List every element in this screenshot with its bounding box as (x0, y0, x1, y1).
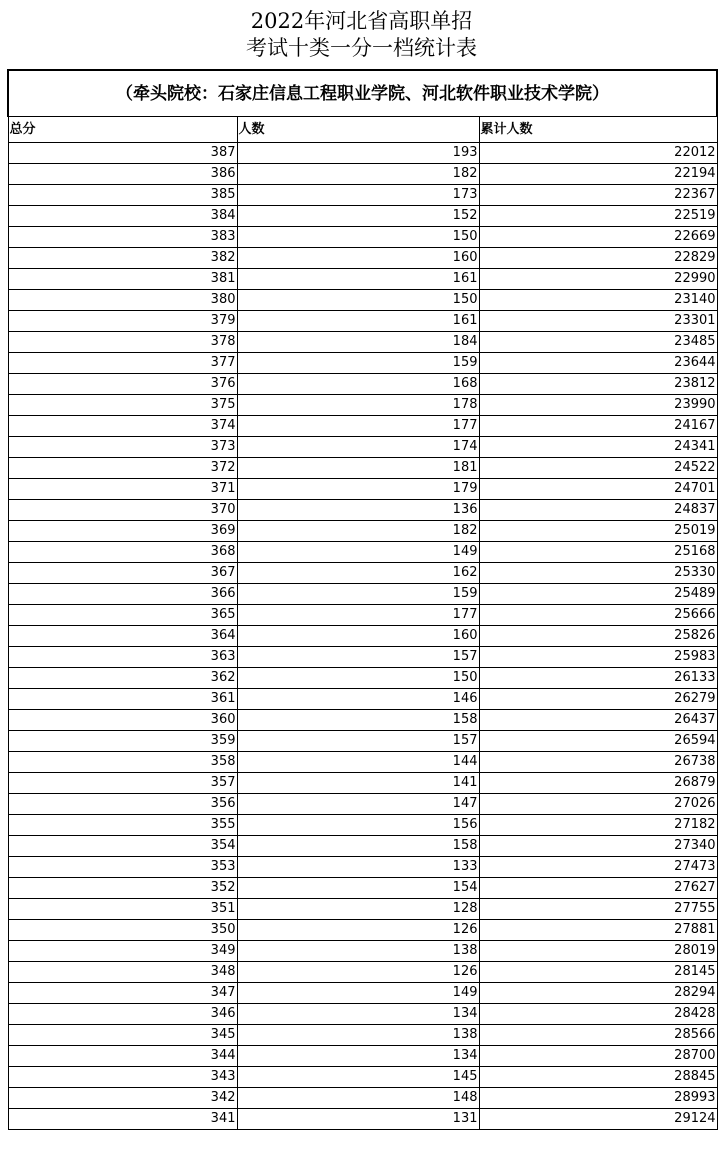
table-row (8, 857, 717, 878)
cell-cumulative: 26594 (479, 731, 717, 752)
cell-total-score: 376 (8, 374, 237, 395)
cell-cumulative: 26437 (479, 710, 717, 731)
cell-count: 145 (237, 1067, 479, 1088)
cell-total-score: 385 (8, 185, 237, 206)
cell-count: 177 (237, 416, 479, 437)
cell-cumulative: 25330 (479, 563, 717, 584)
cell-total-score: 344 (8, 1046, 237, 1067)
cell-cumulative: 22519 (479, 206, 717, 227)
cell-cumulative: 29124 (479, 1109, 717, 1130)
cell-count: 159 (237, 584, 479, 605)
cell-count: 184 (237, 332, 479, 353)
cell-count: 174 (237, 437, 479, 458)
table-row (8, 311, 717, 332)
table-row (8, 458, 717, 479)
table-row (8, 962, 717, 983)
cell-cumulative: 26879 (479, 773, 717, 794)
table-row (8, 647, 717, 668)
table-row (8, 185, 717, 206)
table-row (8, 206, 717, 227)
table-row (8, 332, 717, 353)
cell-cumulative: 22194 (479, 164, 717, 185)
table-row (8, 1046, 717, 1067)
table-row (8, 836, 717, 857)
cell-total-score: 345 (8, 1025, 237, 1046)
cell-total-score: 367 (8, 563, 237, 584)
table-row (8, 689, 717, 710)
cell-cumulative: 25168 (479, 542, 717, 563)
cell-total-score: 374 (8, 416, 237, 437)
cell-total-score: 356 (8, 794, 237, 815)
cell-count: 134 (237, 1004, 479, 1025)
table-row (8, 290, 717, 311)
table-row (8, 227, 717, 248)
cell-total-score: 377 (8, 353, 237, 374)
cell-count: 160 (237, 248, 479, 269)
table-row (8, 668, 717, 689)
cell-count: 152 (237, 206, 479, 227)
cell-cumulative: 28294 (479, 983, 717, 1004)
cell-total-score: 347 (8, 983, 237, 1004)
cell-count: 179 (237, 479, 479, 500)
cell-cumulative: 24341 (479, 437, 717, 458)
cell-count: 138 (237, 1025, 479, 1046)
cell-count: 162 (237, 563, 479, 584)
table-row (8, 437, 717, 458)
cell-total-score: 349 (8, 941, 237, 962)
cell-cumulative: 22829 (479, 248, 717, 269)
table-row (8, 626, 717, 647)
cell-cumulative: 26279 (479, 689, 717, 710)
cell-cumulative: 24167 (479, 416, 717, 437)
table-row (8, 920, 717, 941)
subtitle: （牵头院校：石家庄信息工程职业学院、河北软件职业技术学院） (8, 70, 717, 117)
table-row (8, 563, 717, 584)
cell-count: 149 (237, 983, 479, 1004)
cell-cumulative: 23812 (479, 374, 717, 395)
cell-count: 144 (237, 752, 479, 773)
cell-count: 133 (237, 857, 479, 878)
cell-count: 128 (237, 899, 479, 920)
cell-total-score: 384 (8, 206, 237, 227)
cell-total-score: 341 (8, 1109, 237, 1130)
cell-total-score: 373 (8, 437, 237, 458)
table-row (8, 605, 717, 626)
cell-cumulative: 23990 (479, 395, 717, 416)
score-table-container (7, 69, 716, 1130)
cell-count: 149 (237, 542, 479, 563)
table-row (8, 143, 717, 164)
cell-cumulative: 23301 (479, 311, 717, 332)
cell-cumulative: 25489 (479, 584, 717, 605)
table-row (8, 542, 717, 563)
cell-total-score: 368 (8, 542, 237, 563)
table-body (8, 143, 717, 1130)
cell-total-score: 362 (8, 668, 237, 689)
cell-total-score: 359 (8, 731, 237, 752)
cell-count: 157 (237, 731, 479, 752)
table-row (8, 710, 717, 731)
cell-cumulative: 27627 (479, 878, 717, 899)
cell-count: 161 (237, 269, 479, 290)
header-cumulative: 累计人数 (479, 117, 717, 143)
cell-count: 181 (237, 458, 479, 479)
cell-total-score: 364 (8, 626, 237, 647)
cell-cumulative: 27026 (479, 794, 717, 815)
cell-count: 182 (237, 164, 479, 185)
header-count: 人数 (237, 117, 479, 143)
table-row (8, 500, 717, 521)
cell-count: 148 (237, 1088, 479, 1109)
cell-cumulative: 27473 (479, 857, 717, 878)
cell-cumulative: 22990 (479, 269, 717, 290)
table-row (8, 1067, 717, 1088)
table-row (8, 1004, 717, 1025)
title-line-1: 2022年河北省高职单招 (250, 9, 473, 33)
cell-count: 134 (237, 1046, 479, 1067)
cell-count: 156 (237, 815, 479, 836)
table-row (8, 731, 717, 752)
cell-cumulative: 24522 (479, 458, 717, 479)
cell-total-score: 366 (8, 584, 237, 605)
cell-cumulative: 28700 (479, 1046, 717, 1067)
cell-cumulative: 22669 (479, 227, 717, 248)
cell-total-score: 358 (8, 752, 237, 773)
table-row (8, 878, 717, 899)
cell-count: 178 (237, 395, 479, 416)
header-total-score: 总分 (8, 117, 237, 143)
cell-count: 150 (237, 290, 479, 311)
cell-total-score: 351 (8, 899, 237, 920)
score-table (7, 69, 718, 1130)
cell-count: 141 (237, 773, 479, 794)
table-row (8, 1025, 717, 1046)
cell-total-score: 369 (8, 521, 237, 542)
cell-total-score: 383 (8, 227, 237, 248)
cell-cumulative: 28145 (479, 962, 717, 983)
table-header-row (8, 117, 717, 143)
cell-count: 131 (237, 1109, 479, 1130)
cell-total-score: 361 (8, 689, 237, 710)
cell-cumulative: 28993 (479, 1088, 717, 1109)
cell-count: 158 (237, 836, 479, 857)
cell-count: 147 (237, 794, 479, 815)
table-row (8, 521, 717, 542)
cell-count: 146 (237, 689, 479, 710)
cell-total-score: 355 (8, 815, 237, 836)
cell-cumulative: 23644 (479, 353, 717, 374)
table-row (8, 941, 717, 962)
cell-count: 182 (237, 521, 479, 542)
cell-count: 173 (237, 185, 479, 206)
cell-count: 150 (237, 227, 479, 248)
cell-cumulative: 28428 (479, 1004, 717, 1025)
table-row (8, 416, 717, 437)
table-row (8, 395, 717, 416)
cell-count: 138 (237, 941, 479, 962)
cell-total-score: 342 (8, 1088, 237, 1109)
cell-cumulative: 27881 (479, 920, 717, 941)
cell-count: 136 (237, 500, 479, 521)
table-row (8, 752, 717, 773)
cell-count: 157 (237, 647, 479, 668)
cell-cumulative: 27182 (479, 815, 717, 836)
cell-total-score: 363 (8, 647, 237, 668)
cell-count: 158 (237, 710, 479, 731)
cell-cumulative: 26738 (479, 752, 717, 773)
table-row (8, 794, 717, 815)
cell-total-score: 372 (8, 458, 237, 479)
cell-total-score: 380 (8, 290, 237, 311)
cell-cumulative: 23140 (479, 290, 717, 311)
cell-total-score: 357 (8, 773, 237, 794)
cell-count: 126 (237, 962, 479, 983)
cell-total-score: 378 (8, 332, 237, 353)
cell-total-score: 352 (8, 878, 237, 899)
cell-count: 193 (237, 143, 479, 164)
cell-total-score: 381 (8, 269, 237, 290)
cell-total-score: 379 (8, 311, 237, 332)
cell-count: 160 (237, 626, 479, 647)
cell-total-score: 343 (8, 1067, 237, 1088)
cell-total-score: 386 (8, 164, 237, 185)
cell-cumulative: 22367 (479, 185, 717, 206)
cell-total-score: 387 (8, 143, 237, 164)
cell-total-score: 353 (8, 857, 237, 878)
cell-total-score: 371 (8, 479, 237, 500)
table-row (8, 983, 717, 1004)
cell-cumulative: 28566 (479, 1025, 717, 1046)
cell-cumulative: 25019 (479, 521, 717, 542)
cell-count: 126 (237, 920, 479, 941)
cell-cumulative: 23485 (479, 332, 717, 353)
cell-cumulative: 24701 (479, 479, 717, 500)
cell-cumulative: 22012 (479, 143, 717, 164)
cell-total-score: 365 (8, 605, 237, 626)
cell-cumulative: 24837 (479, 500, 717, 521)
cell-count: 154 (237, 878, 479, 899)
cell-cumulative: 27755 (479, 899, 717, 920)
cell-cumulative: 27340 (479, 836, 717, 857)
table-row (8, 269, 717, 290)
table-row (8, 374, 717, 395)
cell-count: 161 (237, 311, 479, 332)
cell-cumulative: 28845 (479, 1067, 717, 1088)
cell-total-score: 346 (8, 1004, 237, 1025)
cell-total-score: 370 (8, 500, 237, 521)
cell-count: 159 (237, 353, 479, 374)
cell-count: 150 (237, 668, 479, 689)
cell-total-score: 354 (8, 836, 237, 857)
table-row (8, 1109, 717, 1130)
cell-total-score: 360 (8, 710, 237, 731)
table-row (8, 164, 717, 185)
table-row (8, 248, 717, 269)
table-row (8, 773, 717, 794)
cell-total-score: 375 (8, 395, 237, 416)
cell-count: 177 (237, 605, 479, 626)
table-row (8, 815, 717, 836)
table-row (8, 479, 717, 500)
document-title (0, 0, 723, 68)
table-row (8, 899, 717, 920)
cell-cumulative: 28019 (479, 941, 717, 962)
cell-cumulative: 26133 (479, 668, 717, 689)
table-row (8, 1088, 717, 1109)
cell-total-score: 348 (8, 962, 237, 983)
cell-cumulative: 25826 (479, 626, 717, 647)
cell-total-score: 382 (8, 248, 237, 269)
cell-cumulative: 25666 (479, 605, 717, 626)
table-row (8, 584, 717, 605)
cell-cumulative: 25983 (479, 647, 717, 668)
cell-count: 168 (237, 374, 479, 395)
title-line-2: 考试十类一分一档统计表 (246, 36, 477, 60)
cell-total-score: 350 (8, 920, 237, 941)
table-row (8, 353, 717, 374)
